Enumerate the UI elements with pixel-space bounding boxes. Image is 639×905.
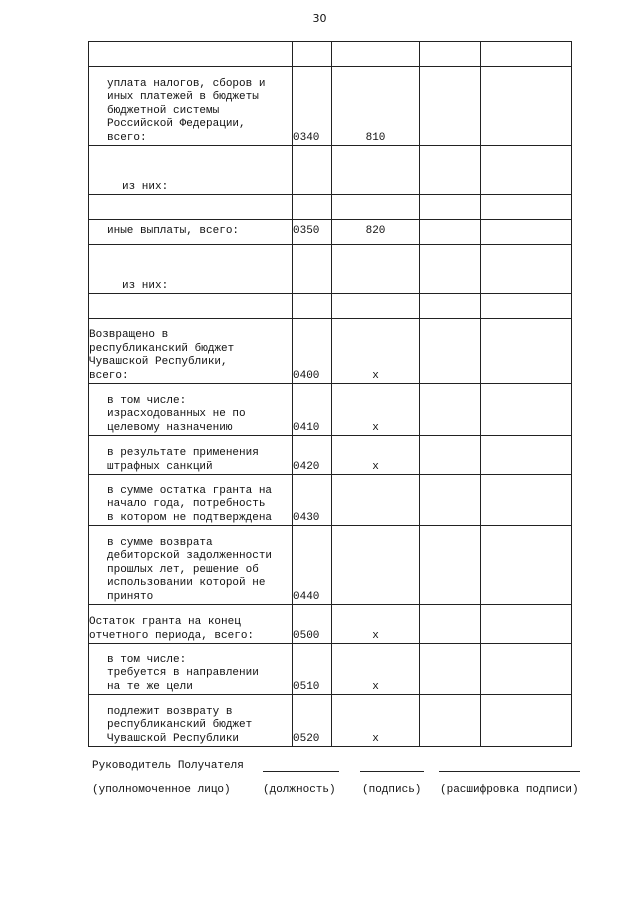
- row-kosgu: x: [332, 384, 420, 436]
- row-value-cell: [481, 384, 572, 436]
- row-code: 0440: [293, 526, 332, 605]
- row-value-cell: [481, 436, 572, 475]
- row-kosgu: [332, 245, 420, 294]
- row-description: Остаток гранта на конец отчетного периода, всего:: [89, 605, 293, 644]
- row-description: [89, 195, 293, 220]
- page-number: 30: [312, 12, 327, 25]
- table-row: [89, 67, 572, 146]
- row-code: 0420: [293, 436, 332, 475]
- row-code: 0430: [293, 475, 332, 526]
- row-code: [293, 195, 332, 220]
- row-value-cell: [420, 67, 481, 146]
- signature-captions: [92, 784, 612, 798]
- row-code: [293, 294, 332, 319]
- table-row: [89, 245, 572, 294]
- row-description: [89, 42, 293, 67]
- row-kosgu: 820: [332, 220, 420, 245]
- row-code: 0340: [293, 67, 332, 146]
- row-description: подлежит возврату в республиканский бюджет Чувашской Республики: [89, 695, 293, 747]
- table-row: [89, 220, 572, 245]
- caption-position: (должность): [263, 784, 336, 796]
- signature-line: [360, 760, 424, 772]
- signature-label: Руководитель Получателя: [92, 760, 244, 772]
- table-row: [89, 475, 572, 526]
- row-value-cell: [420, 526, 481, 605]
- row-value-cell: [481, 195, 572, 220]
- row-kosgu: 810: [332, 67, 420, 146]
- table-row: [89, 526, 572, 605]
- row-value-cell: [481, 526, 572, 605]
- row-value-cell: [420, 294, 481, 319]
- row-kosgu: x: [332, 695, 420, 747]
- row-value-cell: [420, 475, 481, 526]
- row-value-cell: [481, 605, 572, 644]
- row-description: в сумме остатка гранта на начало года, потребность в котором не подтверждена: [89, 475, 293, 526]
- row-value-cell: [481, 220, 572, 245]
- row-code: 0500: [293, 605, 332, 644]
- row-value-cell: [420, 42, 481, 67]
- table-row: [89, 195, 572, 220]
- table-row: [89, 436, 572, 475]
- row-description: из них:: [89, 146, 293, 195]
- caption-signature: (подпись): [362, 784, 422, 796]
- row-value-cell: [481, 294, 572, 319]
- row-value-cell: [420, 195, 481, 220]
- row-kosgu: [332, 526, 420, 605]
- row-value-cell: [420, 245, 481, 294]
- table-row: [89, 384, 572, 436]
- report-table: [88, 41, 572, 747]
- row-value-cell: [481, 644, 572, 695]
- signature-row: [92, 760, 612, 774]
- row-value-cell: [420, 384, 481, 436]
- row-description: Возвращено в республиканский бюджет Чувашской Республики, всего:: [89, 319, 293, 384]
- row-value-cell: [481, 146, 572, 195]
- row-value-cell: [420, 695, 481, 747]
- row-value-cell: [420, 319, 481, 384]
- table-row: [89, 605, 572, 644]
- row-kosgu: [332, 42, 420, 67]
- row-code: [293, 146, 332, 195]
- row-value-cell: [481, 42, 572, 67]
- row-code: [293, 245, 332, 294]
- row-kosgu: x: [332, 605, 420, 644]
- row-description: в том числе: требуется в направлении на те же цели: [89, 644, 293, 695]
- row-description: из них:: [89, 245, 293, 294]
- signature-block: [92, 760, 612, 796]
- row-value-cell: [481, 475, 572, 526]
- row-code: 0510: [293, 644, 332, 695]
- row-value-cell: [481, 695, 572, 747]
- table-row: [89, 695, 572, 747]
- caption-authorized: (уполномоченное лицо): [92, 784, 231, 796]
- row-code: 0520: [293, 695, 332, 747]
- authorized-line: [263, 760, 339, 772]
- row-kosgu: [332, 475, 420, 526]
- row-code: 0350: [293, 220, 332, 245]
- table-row: [89, 294, 572, 319]
- row-description: иные выплаты, всего:: [89, 220, 293, 245]
- row-code: 0410: [293, 384, 332, 436]
- row-description: в сумме возврата дебиторской задолженности прошлых лет, решение об использовании которой не принято: [89, 526, 293, 605]
- row-description: в результате применения штрафных санкций: [89, 436, 293, 475]
- row-kosgu: x: [332, 644, 420, 695]
- row-value-cell: [481, 319, 572, 384]
- table-row: [89, 42, 572, 67]
- row-kosgu: [332, 195, 420, 220]
- row-kosgu: x: [332, 319, 420, 384]
- caption-decoding: (расшифровка подписи): [440, 784, 579, 796]
- table-row: [89, 644, 572, 695]
- row-value-cell: [481, 67, 572, 146]
- row-kosgu: x: [332, 436, 420, 475]
- row-kosgu: [332, 294, 420, 319]
- table-row: [89, 319, 572, 384]
- row-value-cell: [420, 644, 481, 695]
- row-code: 0400: [293, 319, 332, 384]
- row-kosgu: [332, 146, 420, 195]
- row-value-cell: [481, 245, 572, 294]
- row-description: в том числе: израсходованных не по целевому назначению: [89, 384, 293, 436]
- row-code: [293, 42, 332, 67]
- row-value-cell: [420, 146, 481, 195]
- row-description: уплата налогов, сборов и иных платежей в бюджеты бюджетной системы Российской Федерации, всего:: [89, 67, 293, 146]
- decoding-line: [439, 760, 580, 772]
- row-description: [89, 294, 293, 319]
- row-value-cell: [420, 220, 481, 245]
- table-row: [89, 146, 572, 195]
- row-value-cell: [420, 605, 481, 644]
- row-value-cell: [420, 436, 481, 475]
